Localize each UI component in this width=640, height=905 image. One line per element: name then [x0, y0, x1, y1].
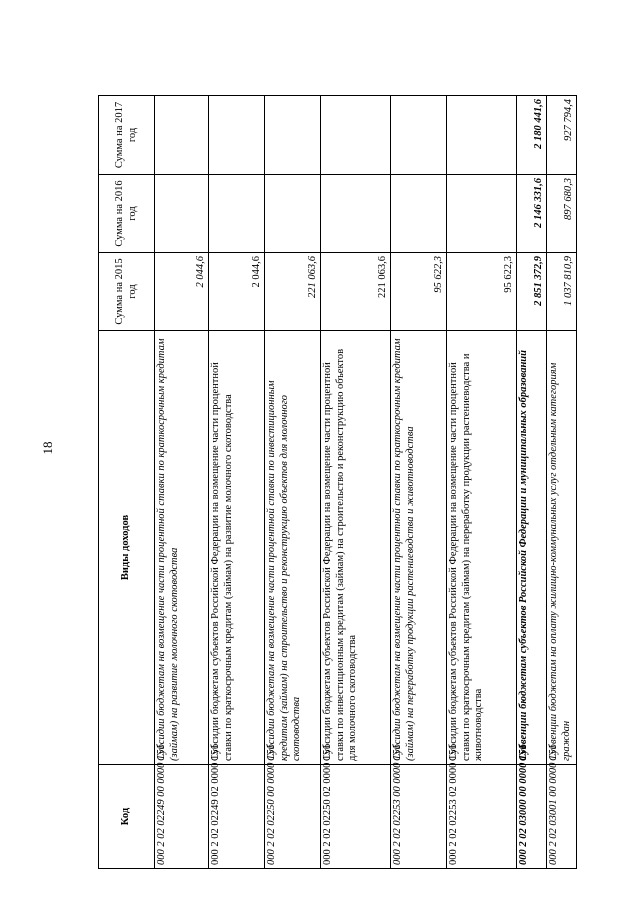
row-name: Субвенции бюджетам субъектов Российской Федерации и муниципальных образований: [517, 331, 547, 765]
row-sum-2017: [155, 96, 209, 175]
header-kind: Виды доходов: [99, 331, 155, 765]
row-name: Субсидии бюджетам субъектов Российской Федерации на возмещение части процентной ставки по краткосрочным кредитам (займам) на переработку продукции растениеводства и животноводства: [447, 331, 517, 765]
row-sum-2017: [447, 96, 517, 175]
row-sum-2016: [391, 175, 447, 253]
row-sum-2016: [155, 175, 209, 253]
header-sum-2017: Сумма на 2017 год: [99, 96, 155, 175]
row-sum-2015: 221 063,6: [265, 253, 321, 331]
header-sum-2016: Сумма на 2016 год: [99, 175, 155, 253]
row-name: Субсидии бюджетам на возмещение части процентной ставки по инвестиционным кредитам (займам) на строительство и реконструкцию объектов для молочного скотоводства: [265, 331, 321, 765]
row-sum-2016: [265, 175, 321, 253]
table-row: [517, 96, 547, 869]
table-row: [321, 96, 391, 869]
row-name: Субсидии бюджетам на возмещение части процентной ставки по краткосрочным кредитам (займам) на переработку продукции растениеводства и животноводства: [391, 331, 447, 765]
row-code: 000 2 02 03001 00 0000 151: [547, 765, 577, 869]
table-row: [547, 96, 577, 869]
row-name: Субсидии бюджетам субъектов Российской Федерации на возмещение части процентной ставки по инвестиционным кредитам (займам) на строительство и реконструкцию объектов для молочного скотоводства: [321, 331, 391, 765]
row-code: 000 2 02 02249 00 0000 151: [155, 765, 209, 869]
row-code: 000 2 02 02250 00 0000 151: [265, 765, 321, 869]
row-sum-2015: 1 037 810,9: [547, 253, 577, 331]
row-sum-2016: 2 146 331,6: [517, 175, 547, 253]
row-sum-2016: [209, 175, 265, 253]
row-sum-2016: [321, 175, 391, 253]
row-sum-2015: 2 044,6: [155, 253, 209, 331]
row-name: Субвенции бюджетам на оплату жилищно-коммунальных услуг отдельным категориям граждан: [547, 331, 577, 765]
row-sum-2015: 2 044,6: [209, 253, 265, 331]
table-row: [447, 96, 517, 869]
table-header-row: [99, 96, 155, 869]
table-row: [155, 96, 209, 869]
row-name: Субсидии бюджетам на возмещение части процентной ставки по краткосрочным кредитам (займам) на развитие молочного скотоводства: [155, 331, 209, 765]
header-sum-2015: Сумма на 2015 год: [99, 253, 155, 331]
row-sum-2017: 2 180 441,6: [517, 96, 547, 175]
table-row: [265, 96, 321, 869]
row-code: 000 2 02 02250 02 0000 151: [321, 765, 391, 869]
row-sum-2017: [321, 96, 391, 175]
page-number: 18: [40, 441, 55, 455]
row-sum-2015: 221 063,6: [321, 253, 391, 331]
row-sum-2015: 95 622,3: [391, 253, 447, 331]
row-sum-2016: 897 680,3: [547, 175, 577, 253]
header-code: Код: [99, 765, 155, 869]
row-sum-2015: 95 622,3: [447, 253, 517, 331]
row-sum-2017: [265, 96, 321, 175]
revenue-table: [98, 95, 577, 869]
row-sum-2017: [391, 96, 447, 175]
row-code: 000 2 02 02253 00 0000 151: [391, 765, 447, 869]
row-name: Субсидии бюджетам субъектов Российской Федерации на возмещение части процентной ставки по краткосрочным кредитам (займам) на развитие молочного скотоводства: [209, 331, 265, 765]
row-sum-2015: 2 851 372,9: [517, 253, 547, 331]
rotated-table-container: [98, 96, 574, 869]
row-sum-2017: [209, 96, 265, 175]
row-code: 000 2 02 02253 02 0000 151: [447, 765, 517, 869]
row-sum-2016: [447, 175, 517, 253]
row-code: 000 2 02 02249 02 0000 151: [209, 765, 265, 869]
row-code: 000 2 02 03000 00 0000 151: [517, 765, 547, 869]
row-sum-2017: 927 794,4: [547, 96, 577, 175]
table-row: [209, 96, 265, 869]
table-row: [391, 96, 447, 869]
